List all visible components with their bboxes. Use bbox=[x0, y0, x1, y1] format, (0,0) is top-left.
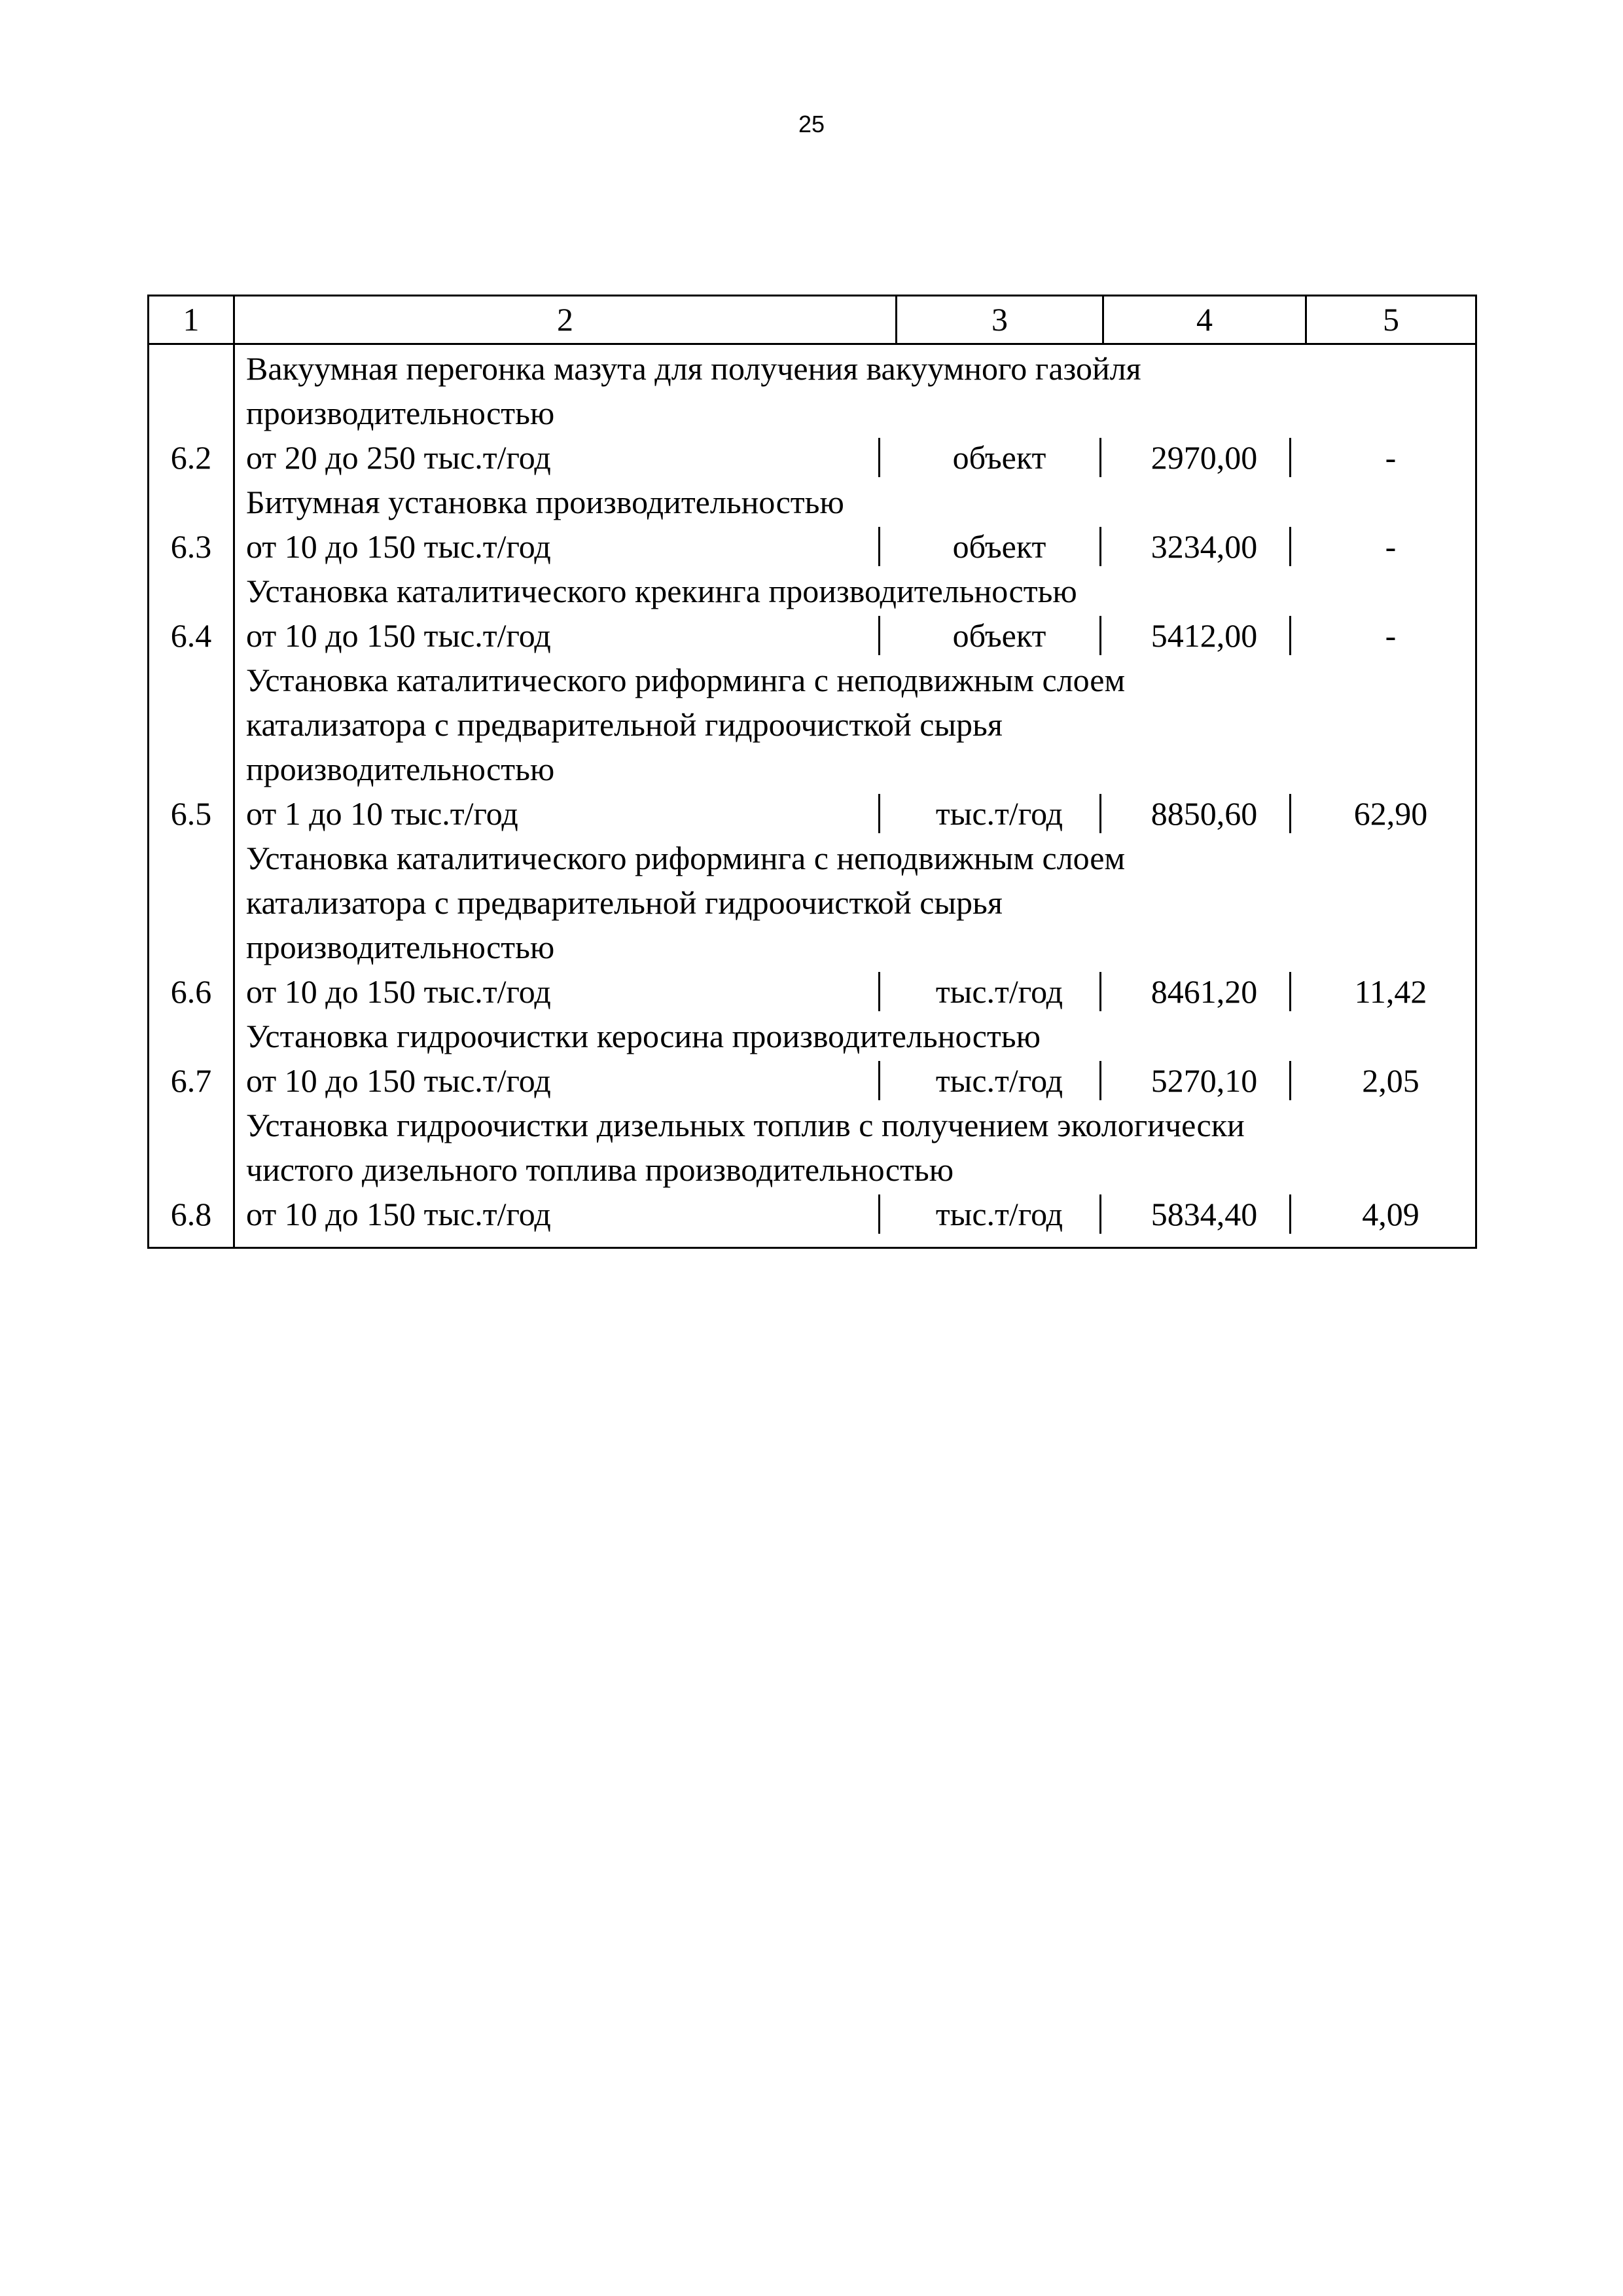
row-unit: тыс.т/год bbox=[935, 1196, 1063, 1232]
cell-separator-tick bbox=[1099, 438, 1101, 477]
row-description-line: Установка каталитического крекинга производительностью bbox=[246, 573, 1077, 609]
row-price: 5834,40 bbox=[1150, 1196, 1258, 1232]
row-capacity-range: от 10 до 150 тыс.т/год bbox=[246, 528, 551, 565]
cell-separator-tick bbox=[878, 794, 880, 833]
row-price: 5270,10 bbox=[1150, 1062, 1258, 1099]
row-capacity-range: от 10 до 150 тыс.т/год bbox=[246, 973, 551, 1010]
row-extra-rate: - bbox=[1385, 617, 1397, 654]
row-capacity-range: от 10 до 150 тыс.т/год bbox=[246, 1196, 551, 1232]
row-extra-rate: 11,42 bbox=[1354, 973, 1427, 1010]
cell-separator-tick bbox=[1289, 438, 1291, 477]
cell-separator-tick bbox=[878, 527, 880, 566]
row-price: 3234,00 bbox=[1150, 528, 1258, 565]
row-price: 8461,20 bbox=[1150, 973, 1258, 1010]
row-extra-rate: 4,09 bbox=[1362, 1196, 1419, 1232]
cell-separator-tick bbox=[1289, 794, 1291, 833]
cell-separator-tick bbox=[1099, 527, 1101, 566]
column-divider-1 bbox=[233, 296, 235, 1247]
row-price: 2970,00 bbox=[1150, 439, 1258, 476]
cell-separator-tick bbox=[1099, 794, 1101, 833]
row-unit: объект bbox=[952, 617, 1046, 654]
row-description-line: катализатора с предварительной гидроочисткой сырья bbox=[246, 706, 1003, 743]
cell-separator-tick bbox=[878, 1061, 880, 1100]
row-number: 6.2 bbox=[170, 439, 212, 476]
row-extra-rate: - bbox=[1385, 528, 1397, 565]
cell-separator-tick bbox=[878, 1194, 880, 1234]
row-number: 6.5 bbox=[170, 795, 212, 832]
row-number: 6.7 bbox=[170, 1062, 212, 1099]
row-description-line: Установка гидроочистки керосина производительностью bbox=[246, 1018, 1041, 1054]
row-capacity-range: от 1 до 10 тыс.т/год bbox=[246, 795, 518, 832]
cell-separator-tick bbox=[1289, 527, 1291, 566]
row-extra-rate: - bbox=[1385, 439, 1397, 476]
header-col-2: 2 bbox=[557, 301, 573, 338]
cell-separator-tick bbox=[878, 438, 880, 477]
row-number: 6.8 bbox=[170, 1196, 212, 1232]
row-number: 6.4 bbox=[170, 617, 212, 654]
row-description-line: катализатора с предварительной гидроочисткой сырья bbox=[246, 884, 1003, 921]
row-description-line: Вакуумная перегонка мазута для получения вакуумного газойля bbox=[246, 350, 1141, 387]
row-description-line: производительностью bbox=[246, 395, 555, 431]
cell-separator-tick bbox=[1099, 972, 1101, 1011]
row-unit: тыс.т/год bbox=[935, 795, 1063, 832]
row-description-line: чистого дизельного топлива производительностью bbox=[246, 1151, 954, 1188]
cell-separator-tick bbox=[1289, 972, 1291, 1011]
header-col-1: 1 bbox=[183, 301, 200, 338]
row-description-line: производительностью bbox=[246, 929, 555, 965]
header-rule bbox=[149, 343, 1475, 345]
row-description-line: Установка каталитического риформинга с неподвижным слоем bbox=[246, 840, 1126, 876]
row-description-line: производительностью bbox=[246, 751, 555, 787]
row-unit: объект bbox=[952, 528, 1046, 565]
cell-separator-tick bbox=[1099, 1061, 1101, 1100]
row-unit: объект bbox=[952, 439, 1046, 476]
row-number: 6.3 bbox=[170, 528, 212, 565]
cell-separator-tick bbox=[1099, 616, 1101, 655]
row-description-line: Установка гидроочистки дизельных топлив с получением экологически bbox=[246, 1107, 1245, 1143]
row-price: 5412,00 bbox=[1150, 617, 1258, 654]
header-col-3: 3 bbox=[991, 301, 1008, 338]
row-unit: тыс.т/год bbox=[935, 1062, 1063, 1099]
cell-separator-tick bbox=[1289, 1061, 1291, 1100]
row-number: 6.6 bbox=[170, 973, 212, 1010]
cell-separator-tick bbox=[1099, 1194, 1101, 1234]
row-capacity-range: от 20 до 250 тыс.т/год bbox=[246, 439, 551, 476]
row-description-line: Установка каталитического риформинга с неподвижным слоем bbox=[246, 662, 1126, 698]
row-unit: тыс.т/год bbox=[935, 973, 1063, 1010]
row-extra-rate: 2,05 bbox=[1362, 1062, 1419, 1099]
cell-separator-tick bbox=[878, 972, 880, 1011]
header-col-5: 5 bbox=[1383, 301, 1399, 338]
row-capacity-range: от 10 до 150 тыс.т/год bbox=[246, 1062, 551, 1099]
cell-separator-tick bbox=[878, 616, 880, 655]
row-capacity-range: от 10 до 150 тыс.т/год bbox=[246, 617, 551, 654]
row-extra-rate: 62,90 bbox=[1353, 795, 1428, 832]
row-description-line: Битумная установка производительностью bbox=[246, 484, 844, 520]
row-price: 8850,60 bbox=[1150, 795, 1258, 832]
page-number: 25 bbox=[798, 111, 825, 137]
cell-separator-tick bbox=[1289, 1194, 1291, 1234]
tariff-table bbox=[147, 295, 1477, 1249]
cell-separator-tick bbox=[1289, 616, 1291, 655]
header-col-4: 4 bbox=[1196, 301, 1213, 338]
